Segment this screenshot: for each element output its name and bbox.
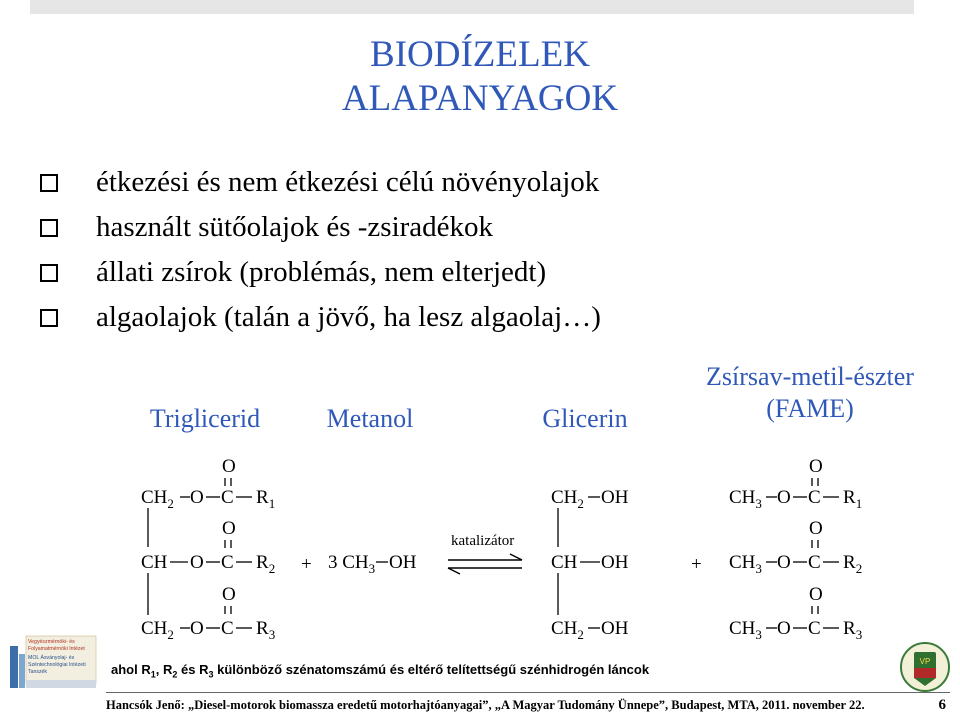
svg-text:VP: VP (919, 657, 931, 666)
ch2-group: $CH_2$ (141, 487, 174, 511)
svg-text:OH: OH (601, 487, 629, 508)
svg-text:MOL Ásványolaj- és: MOL Ásványolaj- és (28, 655, 75, 661)
ch2-group: $CH_2$ (141, 618, 174, 642)
svg-text:O: O (777, 618, 791, 639)
o-atom: O (190, 487, 204, 508)
label-fame-line-2: (FAME) (766, 394, 854, 423)
plus-sign: + (301, 554, 312, 575)
footer-divider (106, 692, 950, 693)
label-glycerin: Glicerin (542, 404, 628, 433)
svg-text:C: C (808, 487, 821, 508)
label-triglycerid: Triglicerid (149, 404, 261, 433)
svg-text:CH3: $CH_3$ (729, 618, 762, 642)
title-line-1: BIODÍZELEK (370, 34, 590, 75)
fame-structure (729, 456, 862, 642)
svg-text:CH2: $CH_2$ (551, 618, 584, 642)
plus-sign: + (691, 554, 702, 575)
svg-text:OH: OH (601, 552, 629, 573)
catalyst-label: katalizátor (451, 533, 515, 549)
footer-citation: Hancsók Jenő: „Diesel-motorok biomassza eredetű motorhajtóanyagai”, „A Magyar Tudomány Ünnepe”, Budapest, MTA, 2011. november 22. (106, 698, 865, 712)
triglycerid-structure (141, 456, 275, 642)
o-atom: O (222, 456, 236, 477)
svg-text:CH3: $CH_3$ (729, 552, 762, 576)
equilibrium-arrow-icon (448, 533, 522, 574)
institute-logo (8, 632, 98, 694)
o-atom: O (222, 518, 236, 539)
ch-group: CH (141, 552, 168, 573)
svg-text:C: C (808, 552, 821, 573)
svg-text:O: O (809, 456, 823, 477)
list-item: állati zsírok (problémás, nem elterjedt) (40, 250, 601, 295)
svg-text:O: O (809, 584, 823, 605)
o-atom: O (222, 584, 236, 605)
c-atom: C (221, 618, 234, 639)
glycerin-structure (551, 487, 629, 642)
c-atom: C (221, 487, 234, 508)
svg-text:OH: OH (389, 552, 417, 573)
svg-text:Tanszék: Tanszék (28, 669, 48, 675)
svg-text:3 CH3: 3 $CH_3$ (328, 552, 376, 576)
svg-text:Vegyészmérnöki- és: Vegyészmérnöki- és (28, 639, 75, 645)
svg-text:Széntechnológiai Intézeti: Széntechnológiai Intézeti (28, 662, 86, 668)
svg-text:C: C (808, 618, 821, 639)
c-atom: C (221, 552, 234, 573)
page-number: 6 (938, 697, 946, 713)
svg-text:R3: $R_3$ (843, 618, 863, 642)
svg-text:CH2: $CH_2$ (551, 487, 584, 511)
svg-text:R2: $R_2$ (843, 552, 863, 576)
svg-text:CH3: $CH_3$ (729, 487, 762, 511)
r-group: $R_3$ (256, 618, 276, 642)
methanol-structure (328, 552, 417, 576)
svg-text:O: O (809, 518, 823, 539)
o-atom: O (190, 618, 204, 639)
svg-text:O: O (777, 487, 791, 508)
list-item: algaolajok (talán a jövő, ha lesz algaolaj…) (40, 295, 601, 340)
svg-text:CH: CH (551, 552, 578, 573)
svg-text:R1: $R_1$ (843, 487, 863, 511)
label-fame-line-1: Zsírsav-metil-észter (706, 362, 914, 391)
svg-text:OH: OH (601, 618, 629, 639)
university-crest-icon (900, 642, 950, 692)
o-atom: O (190, 552, 204, 573)
svg-text:O: O (777, 552, 791, 573)
r-group: $R_1$ (256, 487, 276, 511)
list-item: étkezési és nem étkezési célú növényolajok (40, 160, 601, 205)
title-line-2: ALAPANYAGOK (341, 78, 619, 119)
svg-text:Folyamatmérnöki Intézet: Folyamatmérnöki Intézet (28, 646, 85, 652)
list-item: használt sütőolajok és -zsiradékok (40, 205, 601, 250)
label-methanol: Metanol (326, 404, 414, 433)
r-group-note: ahol $R_1$, $R_2$ és $R_3$ különböző szénatomszámú és eltérő telítettségű szénhidrogén láncok (111, 662, 650, 680)
r-group: $R_2$ (256, 552, 276, 576)
